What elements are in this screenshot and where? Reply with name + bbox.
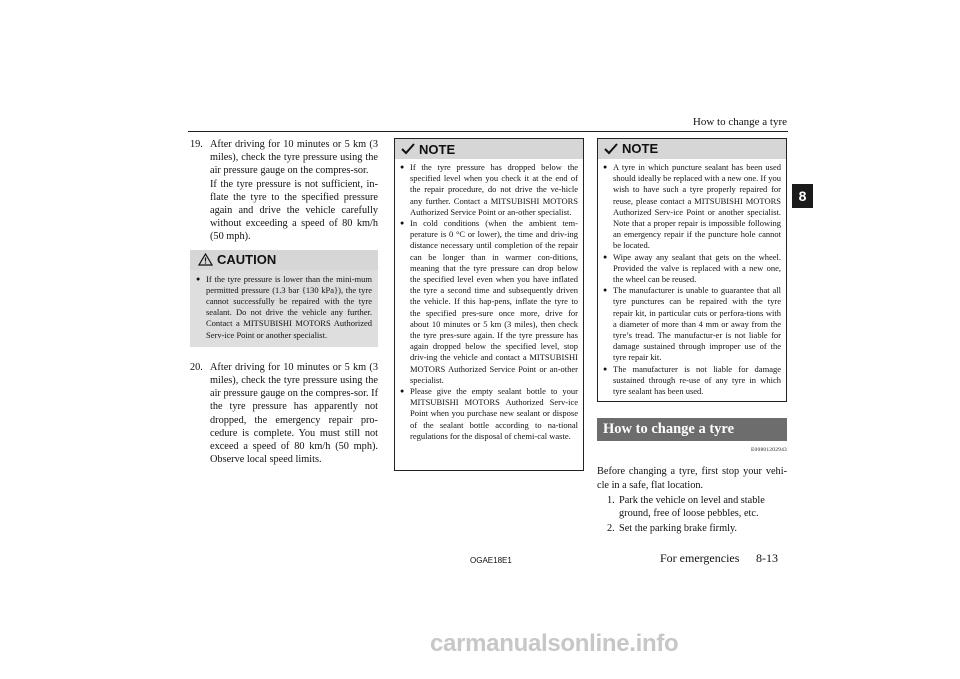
section-heading: How to change a tyre — [597, 418, 787, 441]
footer-page-number: 8-13 — [756, 551, 778, 565]
note-box-right — [597, 138, 787, 402]
section-intro: Before changing a tyre, first stop your vehi-cle in a safe, flat location. — [597, 466, 787, 491]
note-item: ● Wipe away any sealant that gets on the wheel. Provided the valve is replaced with a new one, the wheel can be reused. — [603, 251, 781, 285]
bullet-icon: ● — [400, 163, 405, 171]
caution-body — [190, 270, 378, 347]
note-item: ● The manufacturer is unable to guarantee that all tyre punctures can be repaired with the tyre repair kit, in particular cuts or perfora-tions with a diameter of more than 4 mm or away from the tyre’s tread. The manufactur-er is not liable for damage sustained through improper use of the tyre repair kit. — [603, 285, 781, 363]
warning-triangle-icon — [198, 253, 213, 266]
note-body — [395, 159, 583, 446]
step-number: 20. — [190, 361, 203, 373]
bullet-icon: ● — [603, 364, 608, 373]
note-item: ● The manufacturer is not liable for damage sustained through re-use of any tyre in which tyre sealant has been used. — [603, 363, 781, 397]
step-number: 19. — [190, 139, 203, 150]
note-body — [598, 159, 786, 401]
chapter-tab[interactable]: 8 — [792, 184, 813, 208]
bullet-icon: ● — [603, 286, 608, 295]
bullet-icon: ● — [196, 274, 201, 283]
caution-box — [190, 250, 378, 347]
watermark: carmanualsonline.info — [430, 630, 679, 657]
step-text-continued: If the tyre pressure is not sufficient, in-flate the tyre to the specified pressure again and drive the vehicle carefully without exceeding a speed of 80 km/h (50 mph). — [210, 178, 378, 243]
running-header-title: How to change a tyre — [692, 116, 787, 128]
caution-item: ● If the tyre pressure is lower than the mini-mum permitted pressure (1.3 bar {130 kPa}), the tyre cannot successfully be repaired with the tyre sealant. Do not drive the vehicle any further. Contact a MITSUBISHI MOTORS Authorized Serv-ice Point or another specialist. — [196, 273, 372, 340]
step-20 — [190, 361, 378, 467]
bullet-icon: ● — [400, 219, 405, 228]
note-header — [598, 139, 786, 159]
step-number: 2. — [607, 523, 615, 535]
column-left — [190, 138, 378, 470]
step-19 — [190, 138, 378, 244]
note-item: ● If the tyre pressure has dropped below the specified level when you check it at the end of the repair procedure, do not drive the ve-hicle any further. Contact a MITSUBISHI MOTORS Authorized Service Point or an-other specialist. — [400, 162, 578, 217]
note-title: NOTE — [419, 141, 456, 157]
note-title: NOTE — [622, 141, 659, 157]
note-item: ● Please give the empty sealant bottle to your MITSUBISHI MOTORS Authorized Serv-ice Point when you purchase new sealant or dispose of the sealant bottle according to na-tional regulations for the disposal of chemi-cal waste. — [400, 386, 578, 441]
footer-section-name: For emergencies — [660, 551, 740, 565]
step-number: 1. — [607, 494, 615, 506]
procedure-step-2 — [597, 522, 787, 535]
step-text: After driving for 10 minutes or 5 km (3 miles), check the tyre pressure using the air pressure gauge on the compres-sor. — [210, 139, 378, 177]
note-item: ● In cold conditions (when the ambient tem-perature is 0 °C or lower), the time and driv-ing distance necessary until completion of the repair can be longer than in warmer con-ditions, meaning that the tyre pressure can drop below the specified level even when you have inflated the tyre a second time and subsequently driven the vehicle. If this hap-pens, inflate the tyre to the specified pres-sure once more, drive for about 10 minutes or 5 km (3 miles), then check the tyre pres-sure again. If the tyre pressure has again dropped below the specified level, stop driv-ing the vehicle and contact a MITSUBISHI MOTORS Authorized Service Point or an-other specialist. — [400, 218, 578, 385]
note-box-middle — [394, 138, 584, 471]
caution-title: CAUTION — [217, 252, 277, 268]
bullet-icon: ● — [603, 163, 608, 171]
header-divider — [188, 131, 788, 132]
note-check-icon — [604, 143, 618, 155]
note-check-icon — [401, 143, 415, 155]
caution-header — [190, 250, 378, 270]
column-right — [597, 138, 787, 535]
step-text: After driving for 10 minutes or 5 km (3 miles), check the tyre pressure using the air pressure gauge on the compres-sor. If the tyre pressure has apparently not dropped, the emergency repair pro-cedure is complete. You must still not exceed a speed of 80 km/h (50 mph). Observe local speed limits. — [210, 361, 378, 466]
note-header — [395, 139, 583, 159]
footer-doc-code: OGAE18E1 — [470, 556, 512, 565]
step-text: Park the vehicle on level and stable ground, free of loose pebbles, etc. — [619, 494, 765, 520]
bullet-icon: ● — [603, 252, 608, 261]
section-code: E00801202943 — [750, 447, 787, 454]
step-text: Set the parking brake firmly. — [619, 523, 737, 535]
procedure-step-1 — [597, 494, 787, 520]
note-item: ● A tyre in which puncture sealant has been used should ideally be replaced with a new one. If you wish to have such a tyre properly repaired for reuse, please contact a MITSUBISHI MOTORS Authorized Serv-ice Point or another specialist. Note that a proper repair is impossible following an emergency repair if the puncture hole cannot be located. — [603, 162, 781, 251]
bullet-icon: ● — [400, 387, 405, 396]
